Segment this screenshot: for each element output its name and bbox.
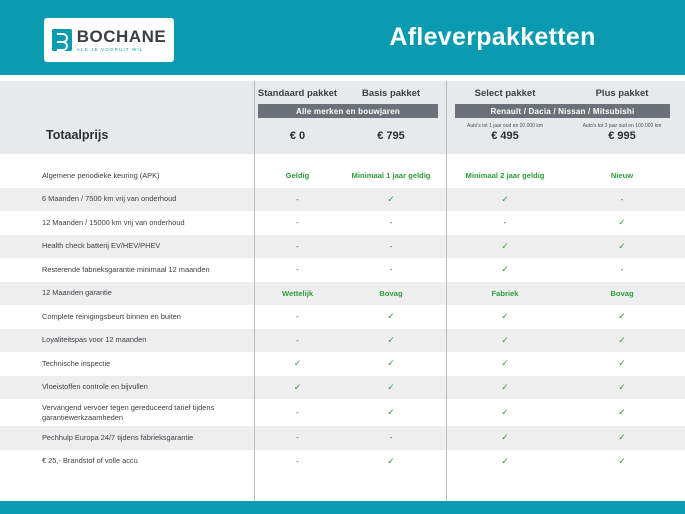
row-cell-c2: ✓ (387, 358, 395, 369)
table-row (0, 235, 685, 259)
row-cell-c1: - (296, 265, 299, 275)
row-cell-c1: Geldig (285, 171, 310, 181)
row-cell-c4: Nieuw (610, 171, 634, 181)
row-cell-c3: ✓ (501, 432, 509, 443)
row-label: Algemene periodieke keuring (APK) (42, 170, 160, 180)
row-cell-c1: - (296, 456, 299, 466)
row-cell-c1: - (296, 433, 299, 443)
table-row (0, 426, 685, 450)
column-header-standaard: Standaard pakket (257, 88, 338, 99)
row-cell-c3: ✓ (501, 381, 509, 392)
row-label: 12 Maanden / 15000 km vrij van onderhoud (42, 217, 185, 227)
column-header-select: Select pakket (474, 88, 536, 99)
row-cell-c1: Wettelijk (281, 288, 314, 298)
row-cell-c4: - (620, 194, 624, 204)
row-cell-c2: ✓ (387, 193, 395, 204)
row-cell-c4: ✓ (618, 432, 626, 443)
row-label: 6 Maanden / 7500 km vrij van onderhoud (42, 194, 177, 204)
footer-band (0, 501, 685, 514)
bochane-logo (44, 18, 174, 62)
brand-bar-renault-dacia-nissan-mitsubishi: Renault / Dacia / Nissan / Mitsubishi (455, 104, 670, 118)
row-cell-c4: ✓ (618, 311, 626, 322)
price-standaard: € 0 (289, 130, 306, 142)
brand-bar-alle-merken: Alle merken en bouwjaren (258, 104, 438, 118)
row-cell-c3: ✓ (501, 407, 509, 417)
table-row (0, 282, 685, 306)
row-cell-c3: - (503, 218, 507, 228)
page-title: Afleverpakketten (389, 23, 596, 51)
table-row (0, 352, 685, 376)
table-row (0, 329, 685, 353)
row-cell-c3: ✓ (501, 455, 509, 466)
row-cell-c4: ✓ (618, 407, 626, 417)
row-cell-c3: Minimaal 2 jaar geldig (465, 171, 545, 181)
price-basis: € 795 (377, 130, 405, 142)
row-label: Complete reinigingsbeurt binnen en buiten (42, 311, 181, 321)
row-cell-c2: ✓ (387, 334, 395, 345)
fine-note-plus: Auto's tot 3 jaar oud en 100.000 km (582, 123, 662, 129)
table-row (0, 164, 685, 188)
row-cell-c2: - (389, 241, 393, 251)
row-cell-c2: - (389, 218, 393, 228)
row-cell-c4: ✓ (618, 240, 626, 251)
row-cell-c2: Minimaal 1 jaar geldig (351, 171, 431, 181)
row-cell-c4: Bovag (610, 288, 634, 298)
row-cell-c4: ✓ (618, 358, 626, 369)
total-price-label: Totaalprijs (46, 128, 109, 142)
column-header-plus: Plus pakket (595, 88, 649, 99)
row-cell-c3: ✓ (501, 311, 509, 322)
row-cell-c1: - (296, 241, 299, 251)
row-label: Vloeistoffen controle en bijvullen (42, 382, 148, 392)
column-header-basis: Basis pakket (361, 88, 421, 99)
row-cell-c3: ✓ (501, 240, 509, 251)
row-cell-c2: ✓ (387, 381, 395, 392)
row-cell-c2: - (389, 433, 393, 443)
column-separator-left (254, 81, 255, 501)
page-header (0, 0, 685, 75)
row-cell-c4: ✓ (618, 381, 626, 392)
row-cell-c3: ✓ (501, 358, 509, 369)
row-cell-c3: ✓ (501, 334, 509, 345)
row-cell-c2: ✓ (387, 407, 395, 417)
row-label: Technische inspectie (42, 358, 111, 368)
row-label: Health check batterij EV/HEV/PHEV (42, 241, 161, 251)
table-row (0, 305, 685, 329)
table-row (0, 399, 685, 426)
price-select: € 495 (491, 130, 519, 142)
row-label: Loyaliteitspas voor 12 maanden (42, 335, 147, 345)
table-row (0, 211, 685, 235)
feature-rows (0, 164, 685, 473)
row-cell-c1: - (296, 408, 299, 417)
row-cell-c1: ✓ (293, 358, 302, 369)
header-divider (0, 154, 685, 164)
row-cell-c1: - (296, 335, 299, 345)
row-cell-c3: Fabriek (491, 288, 519, 298)
logo-name: BOCHANE (76, 26, 167, 46)
row-label: 12 Maanden garantie (42, 288, 112, 298)
row-cell-c2: - (389, 265, 393, 275)
row-cell-c4: ✓ (618, 334, 626, 345)
table-row (0, 450, 685, 474)
row-label: Resterende fabrieksgarantie minimaal 12 maanden (42, 264, 210, 274)
row-cell-c4: - (620, 265, 624, 275)
table-row (0, 376, 685, 400)
table-row (0, 188, 685, 212)
bochane-logo-icon (52, 29, 72, 51)
row-cell-c1: - (296, 194, 299, 204)
row-cell-c2: ✓ (387, 455, 395, 466)
logo-tagline: ALS JE VOORUIT WIL (76, 46, 144, 52)
row-cell-c3: ✓ (501, 193, 509, 204)
table-row (0, 258, 685, 282)
row-label: € 25,- Brandstof of volle accu (42, 456, 138, 466)
row-cell-c1: - (296, 312, 299, 322)
row-cell-c4: ✓ (618, 455, 626, 466)
row-label: Vervangend vervoer tegen gereduceerd tarief tijdens garantiewerkzaamheden (42, 402, 215, 422)
row-cell-c1: - (296, 218, 299, 228)
row-cell-c2: Bovag (379, 288, 403, 298)
row-cell-c4: ✓ (618, 217, 626, 228)
column-separator-right (446, 81, 447, 501)
row-cell-c1: ✓ (293, 381, 302, 392)
row-label: Pechhulp Europa 24/7 tijdens fabrieksgarantie (42, 432, 194, 442)
price-plus: € 995 (608, 130, 636, 142)
row-cell-c2: ✓ (387, 311, 395, 322)
row-cell-c3: ✓ (501, 264, 509, 275)
fine-note-select: Auto's tot 1 jaar oud en 20.000 km (466, 123, 543, 129)
